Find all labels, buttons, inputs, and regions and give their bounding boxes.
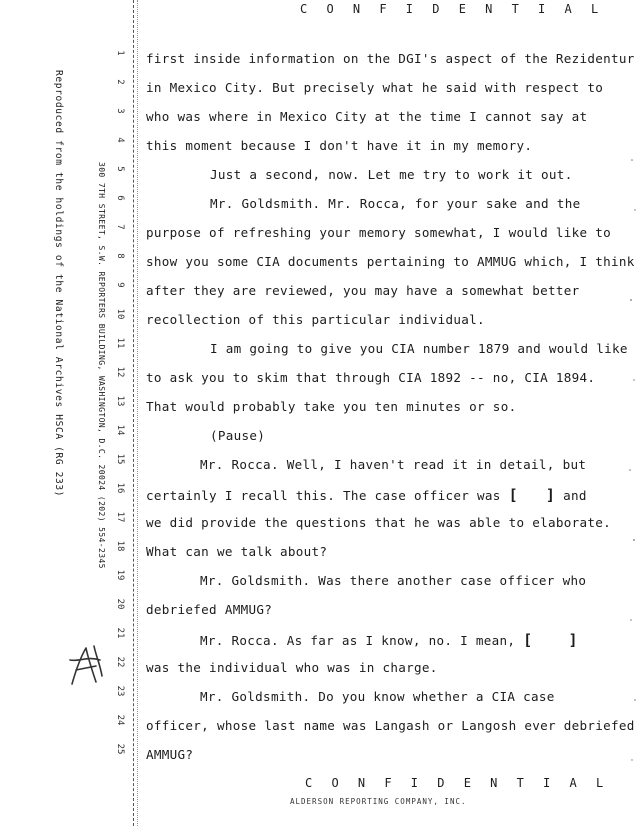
redaction-close-bracket: ] [545, 486, 556, 504]
transcript-line: I am going to give you CIA number 1879 and would like [210, 341, 628, 356]
handwritten-initials [66, 640, 106, 690]
line-number: 4 [115, 137, 125, 143]
transcript-line: show you some CIA documents pertaining to AMMUG which, I think [146, 254, 635, 269]
line-number: 14 [115, 424, 125, 436]
confidential-header-stamp: C O N F I D E N T I A L [300, 2, 605, 16]
line-number: 16 [115, 482, 125, 494]
line-number: 3 [115, 108, 125, 114]
transcript-line: recollection of this particular individual. [146, 312, 485, 327]
redaction-open-bracket: [ [508, 486, 518, 504]
left-rule [133, 0, 134, 826]
transcript-line: was the individual who was in charge. [146, 660, 438, 675]
transcript-line: after they are reviewed, you may have a somewhat better [146, 283, 580, 298]
line-number: 21 [115, 627, 125, 639]
line-number: 6 [115, 195, 125, 201]
line-number: 7 [115, 224, 125, 230]
line-number: 13 [115, 395, 125, 407]
line-text-before: certainly I recall this. The case officer was [146, 488, 509, 503]
line-number: 2 [115, 79, 125, 85]
transcript-line: Mr. Goldsmith. Mr. Rocca, for your sake and the [210, 196, 581, 211]
transcript-line-redacted [146, 486, 632, 504]
line-number: 8 [115, 253, 125, 259]
transcript-line: purpose of refreshing your memory somewhat, I would like to [146, 225, 612, 240]
transcript-line: AMMUG? [146, 747, 194, 762]
reporter-address-text: 300 7TH STREET, S.W. REPORTERS BUILDING, WASHINGTON, D.C. 20024 (202) 554-2345 [97, 162, 106, 569]
line-text-after: and [555, 488, 587, 503]
archive-note-text: Reproduced from the holdings of the National Archives HSCA (RG 233) [53, 70, 64, 498]
transcript-line: to ask you to skim that through CIA 1892 -- no, CIA 1894. [146, 370, 596, 385]
line-number: 19 [115, 569, 125, 581]
reporting-company-name: ALDERSON REPORTING COMPANY, INC. [290, 797, 467, 806]
transcript-line: Mr. Goldsmith. Was there another case officer who [200, 573, 587, 588]
left-rule-dotted [137, 0, 138, 826]
transcript-line-redacted [200, 631, 638, 649]
transcript-line: debriefed AMMUG? [146, 602, 273, 617]
transcript-line: officer, whose last name was Langash or Langosh ever debriefed [146, 718, 635, 733]
line-number: 23 [115, 685, 125, 697]
transcript-line: we did provide the questions that he was able to elaborate. [146, 515, 612, 530]
transcript-line: Just a second, now. Let me try to work it out. [210, 167, 573, 182]
transcript-line: in Mexico City. But precisely what he said with respect to [146, 80, 604, 95]
transcript-line: What can we talk about? [146, 544, 328, 559]
line-number: 1 [115, 50, 125, 56]
line-number: 18 [115, 540, 125, 552]
line-number: 17 [115, 511, 125, 523]
transcript-line: Mr. Goldsmith. Do you know whether a CIA case [200, 689, 555, 704]
line-text-before: Mr. Rocca. As far as I know, no. I mean, [200, 633, 524, 648]
line-number: 25 [115, 743, 125, 755]
scan-edge-noise [628, 0, 638, 826]
line-number: 20 [115, 598, 125, 610]
line-number: 24 [115, 714, 125, 726]
line-number: 12 [115, 366, 125, 378]
transcript-line: first inside information on the DGI's aspect of the Rezidentur [146, 51, 635, 66]
transcript-line: (Pause) [210, 428, 266, 443]
confidential-footer-stamp: C O N F I D E N T I A L [305, 776, 610, 790]
redaction-open-bracket: [ [523, 631, 533, 649]
transcript-line: this moment because I don't have it in my memory. [146, 138, 533, 153]
transcript-line: who was where in Mexico City at the time I cannot say at [146, 109, 588, 124]
redaction-close-bracket: ] [568, 631, 578, 649]
line-number: 15 [115, 453, 125, 465]
line-number: 10 [115, 308, 125, 320]
line-number: 22 [115, 656, 125, 668]
line-number: 9 [115, 282, 125, 288]
transcript-line: That would probably take you ten minutes or so. [146, 399, 517, 414]
transcript-line: Mr. Rocca. Well, I haven't read it in detail, but [200, 457, 587, 472]
line-number: 5 [115, 166, 125, 172]
line-number: 11 [115, 337, 125, 349]
